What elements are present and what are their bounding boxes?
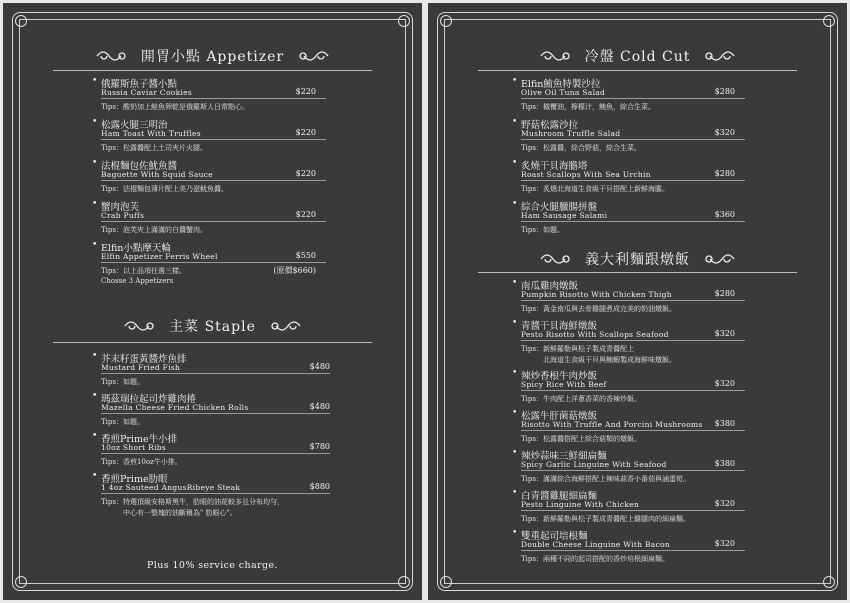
dish-tips: Tips：橄欖油，檸檬汁，鮪魚，綜合生菜。 [521,103,655,111]
dish-name-en: Mustard Fried Fish [101,363,181,372]
dish-tips: Tips：炙燒北海道生食級干貝搭配上新鮮海膽。 [521,185,669,193]
dish-name-en: Russia Caviar Cookies [101,88,193,97]
dish-price: $320 [714,379,735,388]
dish-name-en: 10oz Short Ribs [101,443,167,452]
dish-name-zh: • Elfin小點摩天輪 [101,240,171,254]
item-underline [521,470,745,471]
item-underline [521,180,745,181]
dish-tips: Tips：松露醬配上土司夾片火腿。 [101,144,207,152]
item-underline [521,98,745,99]
dish-name-zh: • 松露牛肝菌菇燉飯 [521,408,597,422]
dish-name-en: Pumpkin Risotto With Chicken Thigh [521,290,672,299]
dish-price: $320 [714,499,735,508]
item-underline [521,139,745,140]
corner-ornament-icon [15,15,27,27]
item-underline [101,139,326,140]
item-underline [521,340,745,341]
corner-ornament-icon [823,576,835,588]
dish-tips: Tips：松露醬搭配上綜合菇類的燉飯。 [521,435,641,443]
dish-price: $220 [295,210,316,219]
item-underline [521,550,745,551]
scroll-ornament-icon [702,47,736,65]
dish-price: $280 [714,289,735,298]
item-underline [101,221,326,222]
dish-name-en: Mushroom Truffle Salad [521,129,621,138]
dish-tips: Tips：兩種不同的起司搭配的香炒培根細扁麵。 [521,555,669,563]
right-menu-page [428,3,847,600]
dish-tips: Tips：牛肉配上洋蔥香菜的香辣炒飯。 [521,395,641,403]
dish-name-zh: • 芥末籽蛋黃醬炸魚排 [101,351,187,365]
dish-price: $320 [714,539,735,548]
dish-name-en: Pesto Linguine With Chicken [521,500,640,509]
dish-name-zh: • 野菇松露沙拉 [521,117,578,131]
original-price-note: (原價$660) [273,266,316,275]
left-menu-page [3,3,422,600]
dish-name-en: Mazella Cheese Fried Chicken Rolls [101,403,249,412]
dish-name-en: Crab Puffs [101,211,145,220]
dish-price: $780 [309,442,330,451]
item-underline [521,221,745,222]
dish-name-zh: • 南瓜雞肉燉飯 [521,278,578,292]
item-underline [101,262,326,263]
dish-name-zh: • 蟹肉泡芙 [101,199,139,213]
dish-name-zh: • 法棍麵包佐魷魚醬 [101,158,177,172]
dish-name-en: Olive Oil Tuna Salad [521,88,606,97]
item-underline [101,493,330,494]
dish-name-en: Ham Sausage Salami [521,211,608,220]
item-underline [521,300,745,301]
dish-tips: Tips：新鮮羅勒與松子製成青醬配上雞腿肉的細扁麵。 [521,515,690,523]
corner-ornament-icon [440,15,452,27]
dish-price: $220 [295,169,316,178]
dish-name-en: Double Cheese Linguine With Bacon [521,540,671,549]
dish-price: $320 [714,128,735,137]
dish-price: $320 [714,329,735,338]
dish-price: $880 [309,482,330,491]
dish-price: $380 [714,459,735,468]
staple-header [43,311,382,341]
dish-name-zh: • 青醬干貝海鮮燉飯 [521,318,597,332]
dish-name-en: Ham Toast With Truffles [101,129,201,138]
section-title-pasta: 義大利麵跟燉飯 [585,252,690,268]
dish-name-en: Pesto Risotto With Scallops Seafood [521,330,669,339]
appetizer-header [43,41,382,71]
dish-price: $480 [309,402,330,411]
scroll-ornament-icon [123,317,157,335]
section-rule [53,70,372,71]
corner-ornament-icon [440,576,452,588]
dish-name-zh: • 綜合火腿臘腸拼盤 [521,199,597,213]
dish-name-zh: • 香煎Prime牛小排 [101,431,177,445]
dish-name-zh: • 辣炒香根牛肉炒飯 [521,368,597,382]
item-underline [521,510,745,511]
dish-price: $280 [714,169,735,178]
service-charge-note: Plus 10% service charge. [147,560,278,571]
item-underline [101,453,330,454]
pasta-header [468,244,807,274]
item-underline [101,373,330,374]
dish-tips: Tips：泡芙夾上滿滿的白醬蟹肉。 [101,226,207,234]
item-underline [101,180,326,181]
dish-price: $360 [714,210,735,219]
dish-tips-continued: 中心有一整塊的油斷稱為" 肋眼心"。 [123,509,237,517]
section-title-appetizer: 開胃小點 Appetizer [140,49,285,65]
section-title-staple: 主菜 Staple [169,319,256,335]
dish-name-en: Risotto With Truffle And Porcini Mushrooms [521,420,703,429]
scroll-ornament-icon [95,47,129,65]
dish-name-en: Baguette With Squid Sauce [101,170,214,179]
section-rule [478,70,797,71]
dish-price: $550 [295,251,316,260]
dish-name-zh: • 松露火腿三明治 [101,117,168,131]
section-rule [478,272,797,273]
dish-name-zh: • 瑪茲瑞拉起司炸雞肉捲 [101,391,196,405]
dish-name-zh: • 香煎Prime肋眼 [101,471,168,485]
corner-ornament-icon [398,576,410,588]
dish-tips: Tips：新鮮羅勒與松子製成青醬配上 [521,345,634,353]
scroll-ornament-icon [539,47,573,65]
dish-name-en: Elfin Appetizer Ferris Wheel [101,252,218,261]
corner-ornament-icon [398,15,410,27]
dish-name-zh: • Elfin鮪魚特製沙拉 [521,76,600,90]
dish-name-en: Spicy Garlic Linguine With Seafood [521,460,667,469]
cold-cut-header [468,41,807,71]
scroll-ornament-icon [268,317,302,335]
dish-tips: Tips：酸奶加上鮭魚卵乾是俄羅斯人日常點心。 [101,103,249,111]
dish-name-zh: • 白青醬雞腿細扁麵 [521,488,597,502]
scroll-ornament-icon [296,47,330,65]
dish-tips-continued: 北海道生食級干貝與鮪蝦製成海鮮味燉飯。 [543,356,676,364]
dish-price: $220 [295,87,316,96]
corner-ornament-icon [823,15,835,27]
section-title-cold-cut: 冷盤 Cold Cut [584,49,691,65]
dish-tips: Tips：如題。 [521,226,564,234]
corner-ornament-icon [15,576,27,588]
dish-name-zh: • 辣炒蒜味三鮮細扁麵 [521,448,607,462]
dish-price: $220 [295,128,316,137]
dish-name-en: Roast Scallops With Sea Urchin [521,170,651,179]
scroll-ornament-icon [539,250,573,268]
dish-tips: Tips：法棍麵包薄片配上美乃滋魷魚醬。 [101,185,228,193]
dish-tips: Tips：松露醬，綜合野菇，綜合生菜。 [521,144,641,152]
dish-name-zh: • 炙燒干貝海膽塔 [521,158,588,172]
dish-tips: Tips：黃金南瓜與去骨雞腿煮成完美的奶油燉飯。 [521,305,676,313]
dish-extra: Chosse 3 Appetizers [101,277,174,285]
item-underline [101,98,326,99]
dish-tips: Tips：如題。 [101,418,144,426]
dish-price: $480 [309,362,330,371]
item-underline [521,430,745,431]
dish-price: $380 [714,419,735,428]
item-underline [521,390,745,391]
item-underline [101,413,330,414]
dish-tips: Tips：如題。 [101,378,144,386]
dish-name-en: 1 4oz Sauteed AngusRibeye Steak [101,483,241,492]
dish-name-en: Spicy Rice With Beef [521,380,607,389]
dish-tips: Tips：滿滿綜合海鮮搭配上辣味蒜香小番茄與滷蛋筍。 [521,475,690,483]
dish-tips: Tips：特選頂級安格斯黑牛，肋眼的油花較多且分布均勻， [101,498,284,506]
dish-tips: Tips：以上品項任選三樣。 [101,267,186,275]
scroll-ornament-icon [702,250,736,268]
dish-name-zh: • 俄羅斯魚子醬小點 [101,76,177,90]
dish-price: $280 [714,87,735,96]
dish-tips: Tips：香煎10oz牛小排。 [101,458,182,466]
section-rule [53,342,372,343]
dish-name-zh: • 雙重起司培根麵 [521,528,588,542]
